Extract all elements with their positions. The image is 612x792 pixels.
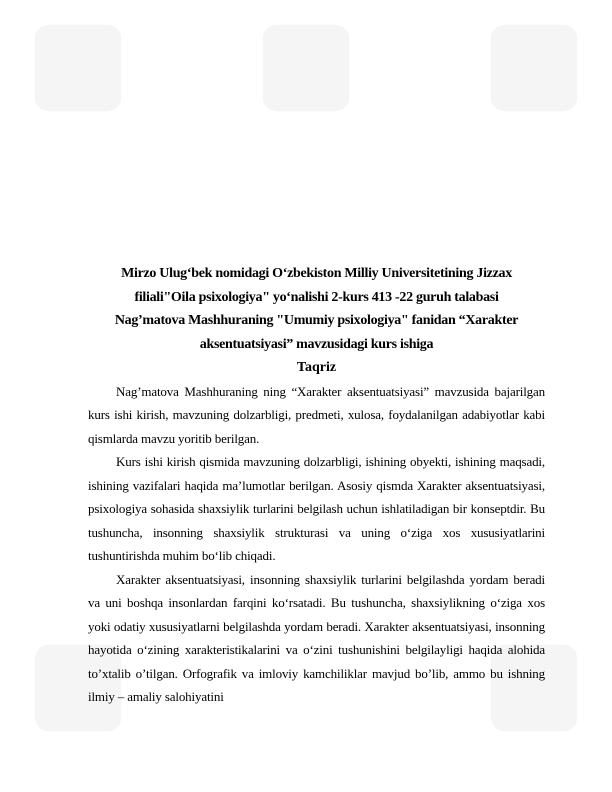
watermark-icon xyxy=(486,20,582,116)
document-body xyxy=(88,262,545,709)
title-line: Mirzo Ulug‘bek nomidagi O‘zbekiston Milliy Universitetining Jizzax xyxy=(121,266,512,281)
watermark-icon xyxy=(30,20,126,116)
paragraph: Kurs ishi kirish qismida mavzuning dolzarbligi, ishining obyekti, ishining maqsadi, ishining vazifalari haqida ma’lumotlar berilgan. Asosiy qismda Xarakter aksentuatsiyasi, psixologiya sohasida shaxsiylik turlarini belgilash uchun ishlatiladigan bir konseptdir. Bu tushuncha, insonning shaxsiylik strukturasi va uning o‘ziga xos xususiyatlarini tushuntirishda muhim bo‘lib chiqadi. xyxy=(88,454,545,563)
paragraph: Nag’matova Mashhuraning ning “Xarakter aksentuatsiyasi” mavzusida bajarilgan kurs ishi kirish, mavzuning dolzarbligi, predmeti, xulosa, foydalanilgan adabiyotlar kabi qismlarda mavzu yoritib berilgan. xyxy=(88,383,545,446)
document-title xyxy=(88,262,545,356)
title-line: Nag’matova Mashhuraning "Umumiy psixologiya" fanidan “Xarakter xyxy=(114,313,519,328)
watermark-icon xyxy=(258,20,354,116)
paragraph: Xarakter aksentuatsiyasi, insonning shaxsiylik turlarini belgilashda yordam beradi va uni boshqa insonlardan farqini ko‘rsatadi. Bu tushuncha, shaxsiylikning o‘ziga xos yoki odatiy xususiyatlarni belgilashda yordam beradi. Xarakter aksentuatsiyasi, insonning hayotida o‘zining xarakteristikalarini va o‘zini tushunishini belgilayligi haqida alohida to’xtalib o’tilgan. Orfografik va imloviy kamchiliklar mavjud bo’lib, ammo bu ishning ilmiy – amaliy salohiyatini xyxy=(88,571,545,704)
section-heading: Taqriz xyxy=(296,360,337,375)
title-line: filiali"Oila psixologiya" yo‘nalishi 2-kurs 413 -22 guruh talabasi xyxy=(134,289,499,305)
title-line: aksentuatsiyasi” mavzusidagi kurs ishiga xyxy=(199,336,434,352)
